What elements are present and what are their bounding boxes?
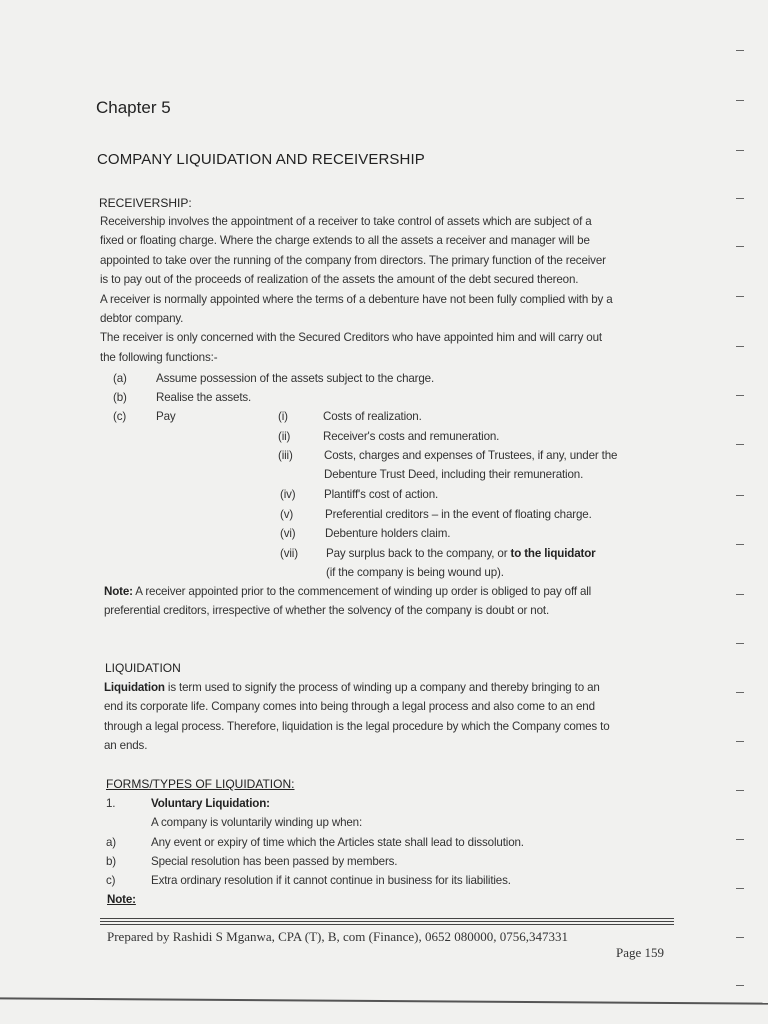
text-line: appointed to take over the running of the company from directors. The primary function of the receiver	[100, 253, 606, 267]
pay-item-text-bold: to the liquidator	[510, 547, 596, 560]
liquidation-definition: is term used to signify the process of winding up a company and thereby bringing to an	[164, 681, 600, 694]
text-line: The receiver is only concerned with the Secured Creditors who have appointed him and will carry out	[100, 331, 602, 345]
margin-tick	[736, 594, 744, 595]
margin-tick	[736, 985, 744, 986]
pay-item-label: (vi)	[280, 527, 296, 540]
chapter-label: Chapter 5	[96, 98, 171, 117]
forms-intro: A company is voluntarily winding up when:	[151, 816, 363, 829]
text-line	[104, 678, 664, 697]
text-line: Receivership involves the appointment of a receiver to take control of assets which are subject of a	[100, 215, 592, 228]
margin-tick	[736, 495, 744, 496]
pay-item-label: (v)	[280, 508, 294, 521]
liquidation-heading: LIQUIDATION	[105, 661, 181, 675]
pay-item-text: Debenture holders claim.	[325, 527, 451, 540]
page-number: Page 159	[616, 945, 665, 960]
function-label: (b)	[113, 391, 127, 404]
margin-tick	[736, 346, 744, 347]
margin-tick	[736, 246, 744, 247]
margin-tick	[736, 395, 744, 396]
note-text: A receiver appointed prior to the commencement of winding up order is obliged to pay off all	[132, 585, 592, 598]
condition-label: b)	[106, 855, 117, 868]
margin-tick	[736, 296, 744, 297]
condition-text: Any event or expiry of time which the Articles state shall lead to dissolution.	[151, 836, 524, 849]
text-line: debtor company.	[100, 312, 184, 326]
margin-tick	[736, 50, 744, 51]
text-line: A receiver is normally appointed where the terms of a debenture have not been fully complied with by a	[100, 292, 613, 306]
pay-item-text: (if the company is being wound up).	[326, 566, 504, 579]
text-line: is to pay out of the proceeds of realization of the assets the amount of the debt secured thereon.	[100, 273, 579, 287]
pay-item-text: Receiver's costs and remuneration.	[323, 430, 500, 443]
pay-item-text-plain: Pay surplus back to the company, or	[326, 547, 511, 560]
pay-item-text	[326, 544, 596, 563]
condition-text: Extra ordinary resolution if it cannot continue in business for its liabilities.	[151, 874, 511, 887]
condition-label: a)	[106, 836, 117, 849]
margin-tick	[736, 839, 744, 840]
footer-divider	[100, 918, 674, 927]
margin-tick	[736, 444, 744, 445]
footer-prepared-by: Prepared by Rashidi S Mganwa, CPA (T), B, com (Finance), 0652 080000, 0756,347331	[107, 929, 568, 944]
chapter-title: COMPANY LIQUIDATION AND RECEIVERSHIP	[97, 151, 425, 168]
liquidation-term: Liquidation	[104, 681, 165, 694]
margin-tick	[736, 790, 744, 791]
receivership-note	[104, 582, 664, 621]
condition-text: Special resolution has been passed by members.	[151, 855, 398, 868]
margin-tick	[736, 692, 744, 693]
pay-item-text: Plantiff's cost of action.	[324, 488, 439, 501]
receivership-text	[100, 212, 660, 367]
note-label: Note:	[104, 585, 133, 598]
text-line: an ends.	[104, 739, 148, 753]
condition-label: c)	[106, 874, 116, 887]
function-text: Assume possession of the assets subject to the charge.	[156, 372, 435, 385]
margin-tick	[736, 150, 744, 151]
liquidation-text	[104, 678, 664, 756]
scan-edge-line	[0, 997, 768, 1004]
margin-tick	[736, 100, 744, 101]
note-line	[104, 582, 664, 601]
margin-tick	[736, 937, 744, 938]
text-line: fixed or floating charge. Where the charge extends to all the assets a receiver and manager will be	[100, 234, 590, 248]
pay-item-text: Preferential creditors – in the event of floating charge.	[325, 508, 592, 521]
margin-tick	[736, 198, 744, 199]
pay-item-label: (iii)	[278, 449, 293, 462]
receivership-heading: RECEIVERSHIP:	[99, 196, 192, 210]
margin-tick	[736, 643, 744, 644]
function-text: Pay	[156, 410, 176, 423]
margin-tick	[736, 888, 744, 889]
margin-tick	[736, 741, 744, 742]
note-line: preferential creditors, irrespective of whether the solvency of the company is doubt or not.	[104, 604, 550, 618]
pay-item-label: (ii)	[278, 430, 291, 443]
forms-heading: FORMS/TYPES OF LIQUIDATION:	[106, 777, 295, 791]
text-line: the following functions:-	[100, 350, 218, 364]
pay-item-label: (i)	[278, 410, 288, 423]
function-text: Realise the assets.	[156, 391, 252, 404]
pay-item-text: Debenture Trust Deed, including their remuneration.	[324, 468, 584, 481]
function-label: (a)	[113, 372, 127, 385]
pay-item-label: (iv)	[280, 488, 296, 501]
pay-item-label: (vii)	[280, 547, 298, 560]
pay-item-text: Costs of realization.	[323, 410, 422, 423]
margin-tick	[736, 544, 744, 545]
pay-item-text: Costs, charges and expenses of Trustees, if any, under the	[324, 449, 618, 462]
function-label: (c)	[113, 410, 127, 423]
text-line: end its corporate life. Company comes into being through a legal process and also come to an end	[104, 700, 595, 714]
forms-note: Note:	[107, 893, 136, 906]
forms-item-number: 1.	[106, 797, 116, 810]
forms-item-title: Voluntary Liquidation:	[151, 797, 270, 810]
text-line: through a legal process. Therefore, liquidation is the legal procedure by which the Company comes to	[104, 719, 610, 733]
